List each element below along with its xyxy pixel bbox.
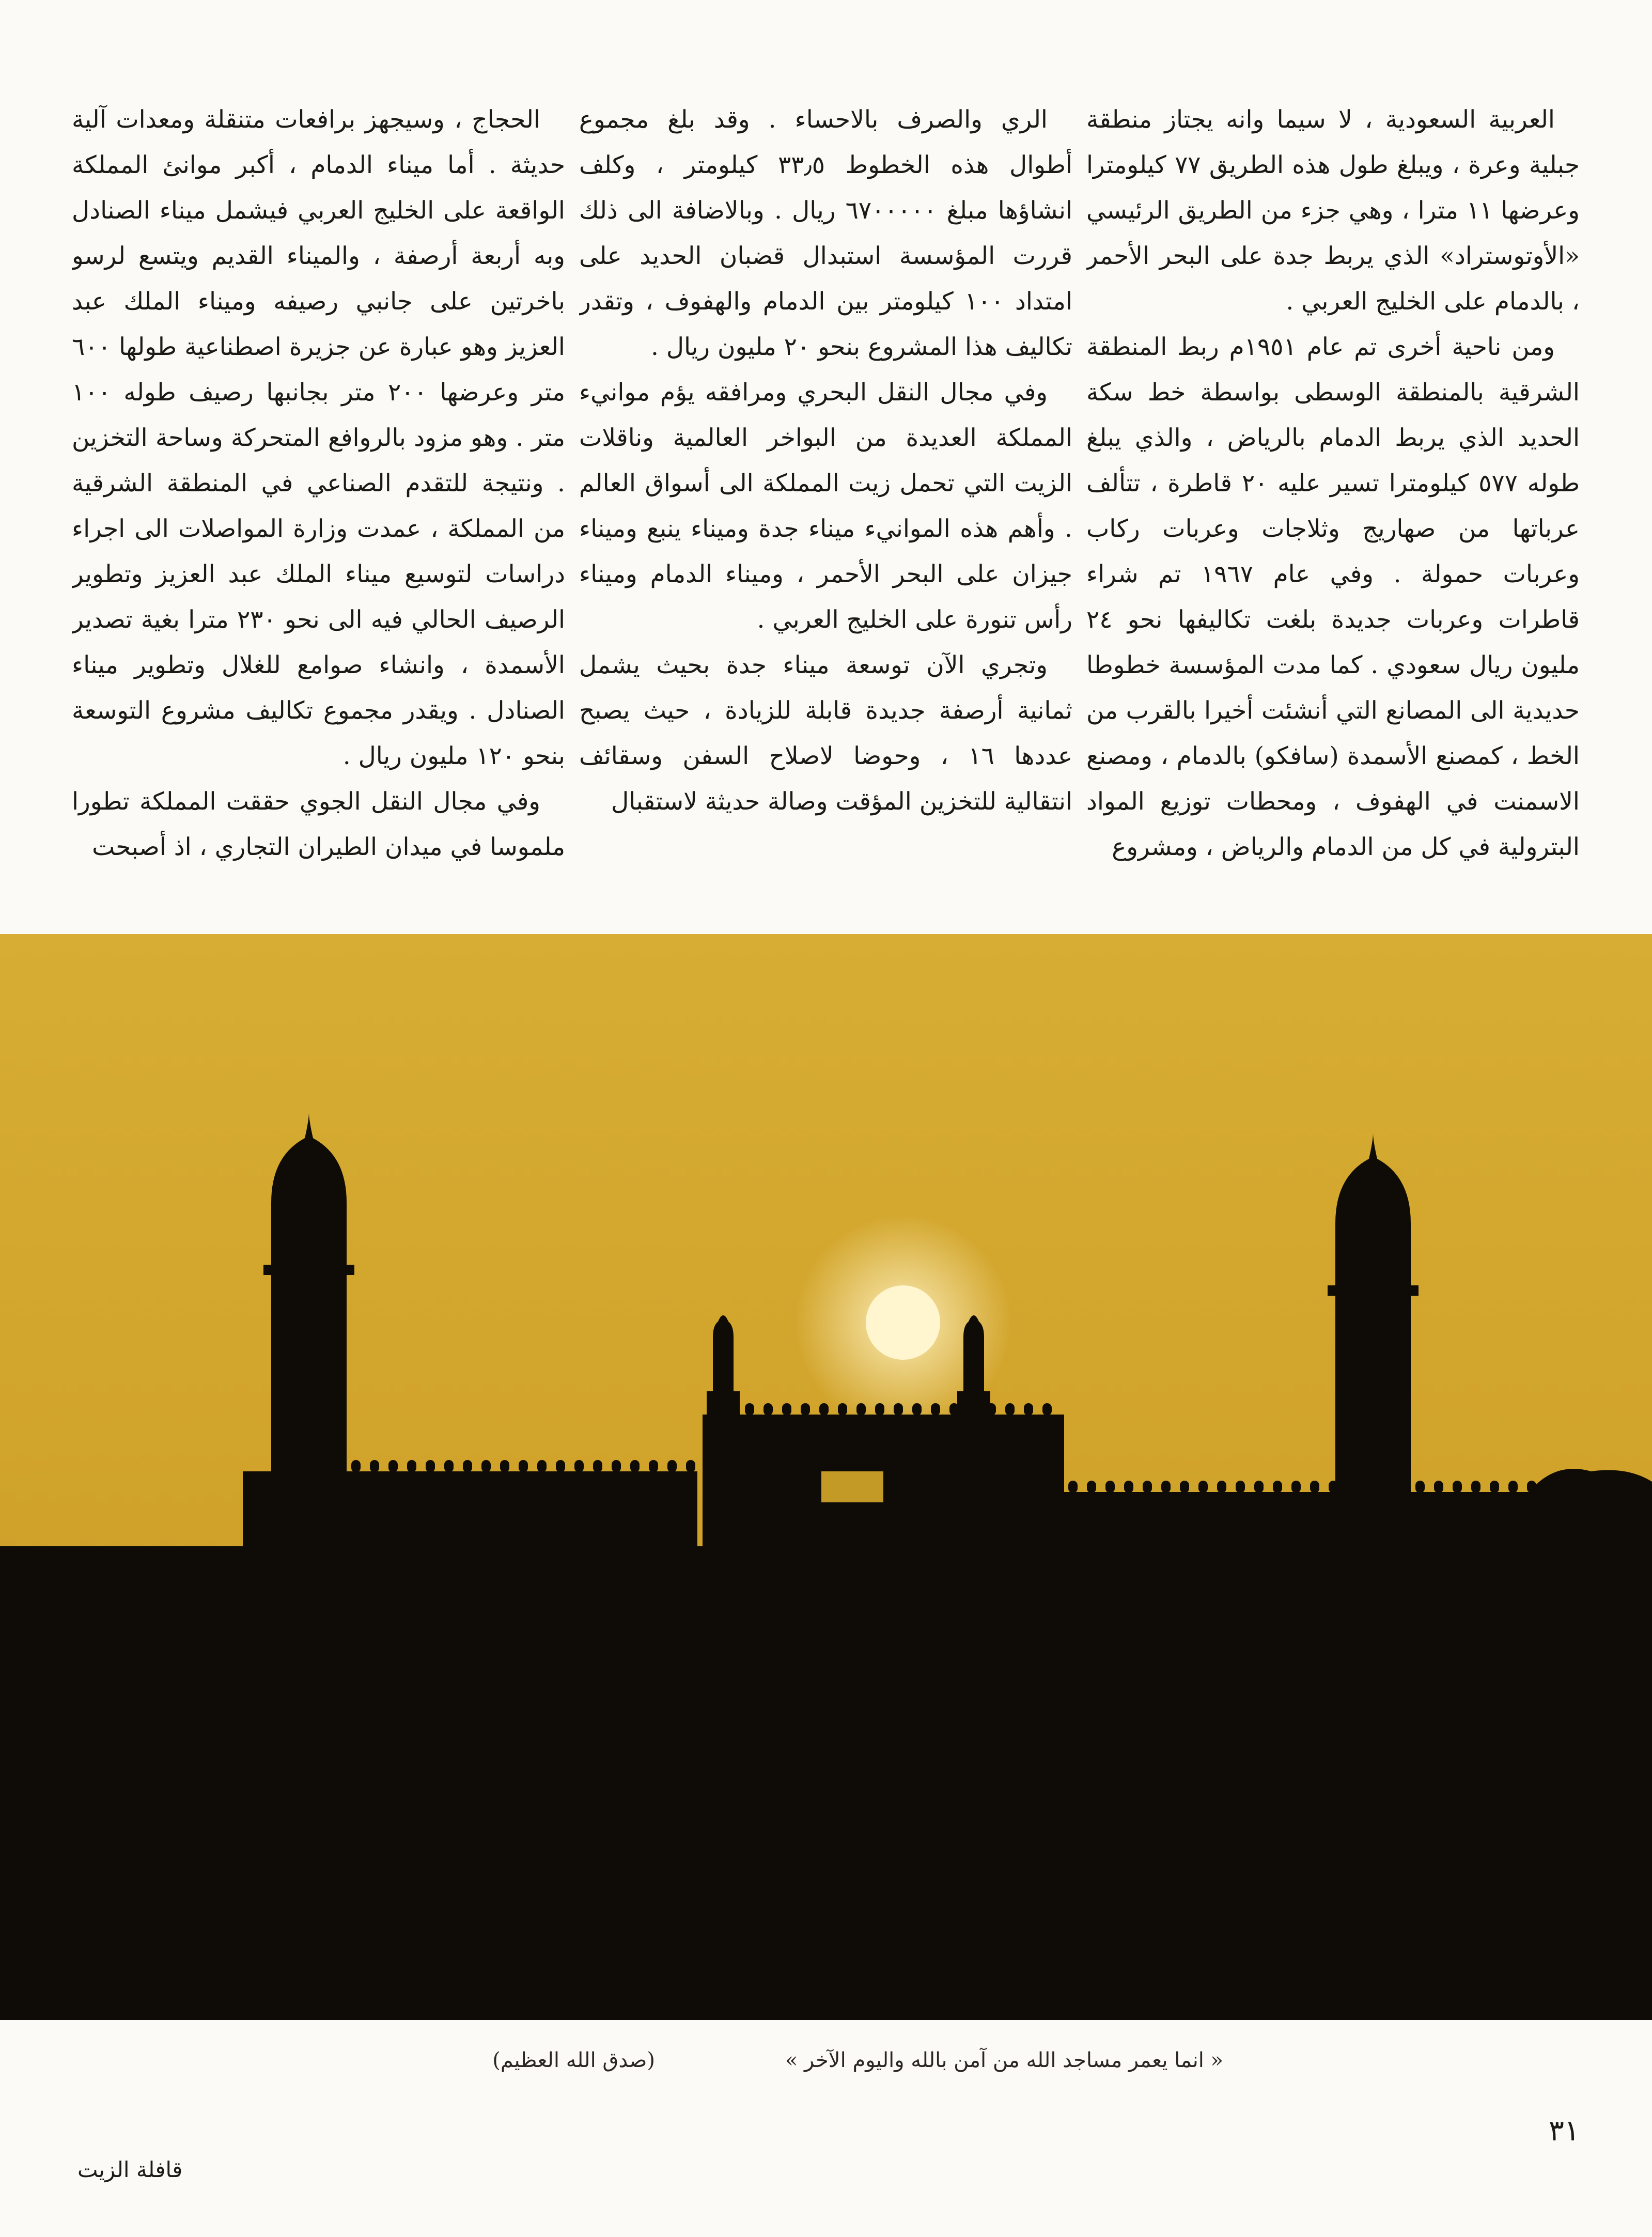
mosque-sunset-photo (0, 934, 1652, 2020)
sun (866, 1285, 940, 1360)
paragraph: الري والصرف بالاحساء . وقد بلغ مجموع أطوال هذه الخطوط ٣٣٫٥ كيلومتر ، وكلف انشاؤها مبلغ ٦٧٠٠٠٠٠ ريال . وبالاضافة الى ذلك قررت المؤسسة استبدال قضبان الحديد على امتداد ١٠٠ كيلومتر بين الدمام والهفوف ، وتقدر تكاليف هذا المشروع بنحو ٢٠ مليون ريال . (579, 105, 1072, 361)
mosque-silhouette-image (0, 934, 1652, 2020)
magazine-name: قافلة الزيت (77, 2157, 183, 2182)
paragraph: الحجاج ، وسيجهز برافعات متنقلة ومعدات آلية حديثة . أما ميناء الدمام ، أكبر موانئ المملكة الواقعة على الخليج العربي فيشمل ميناء الصنادل وبه أربعة أرصفة ، والميناء القديم ويتسع لرسو باخرتين على جانبي رصيفه وميناء الملك عبد العزيز وهو عبارة عن جزيرة اصطناعية طولها ٦٠٠ متر وعرضها ٢٠٠ متر بجانبها رصيف طوله ١٠٠ متر . وهو مزود بالروافع المتحركة وساحة التخزين . ونتيجة للتقدم الصناعي في المنطقة الشرقية من المملكة ، عمدت وزارة المواصلات الى اجراء دراسات لتوسيع ميناء الملك عبد العزيز وتطوير الرصيف الحالي فيه الى نحو ٢٣٠ مترا بغية تصدير الأسمدة ، وانشاء صوامع للغلال وتطوير ميناء الصنادل . ويقدر مجموع تكاليف مشروع التوسعة بنحو ١٢٠ مليون ريال . (72, 105, 565, 770)
paragraph: وتجري الآن توسعة ميناء جدة بحيث يشمل ثمانية أرصفة جديدة قابلة للزيادة ، حيث يصبح عددها ١٦ ، وحوضا لاصلاح السفن وسقائف انتقالية للتخزين المؤقت وصالة حديثة لاستقبال (579, 651, 1072, 816)
article-column-left (72, 97, 565, 888)
paragraph: وفي مجال النقل الجوي حققت المملكة تطورا ملموسا في ميدان الطيران التجاري ، اذ أصبحت (72, 787, 565, 861)
photo-caption-closing: (صدق الله العظيم) (492, 2048, 655, 2072)
article-column-right (1086, 97, 1580, 888)
paragraph: ومن ناحية أخرى تم عام ١٩٥١م ربط المنطقة الشرقية بالمنطقة الوسطى بواسطة خط سكة الحديد الذي يربط الدمام بالرياض ، والذي يبلغ طوله ٥٧٧ كيلومترا تسير عليه ٢٠ قاطرة ، تتألف عرباتها من صهاريج وثلاجات وعربات ركاب وعربات حمولة . وفي عام ١٩٦٧ تم شراء قاطرات وعربات جديدة بلغت تكاليفها نحو ٢٤ مليون ريال سعودي . كما مدت المؤسسة خطوطا حديدية الى المصانع التي أنشئت أخيرا بالقرب من الخط ، كمصنع الأسمدة (سافكو) بالدمام ، ومصنع الاسمنت في الهفوف ، ومحطات توزيع المواد البترولية في كل من الدمام والرياض ، ومشروع (1086, 333, 1580, 861)
paragraph: العربية السعودية ، لا سيما وانه يجتاز منطقة جبلية وعرة ، ويبلغ طول هذه الطريق ٧٧ كيلومترا وعرضها ١١ مترا ، وهي جزء من الطريق الرئيسي «الأوتوستراد» الذي يربط جدة على البحر الأحمر ، بالدمام على الخليج العربي . (1086, 105, 1580, 316)
photo-caption-quote: « انما يعمر مساجد الله من آمن بالله واليوم الآخر » (785, 2048, 1223, 2072)
article-column-middle (579, 97, 1072, 888)
paragraph: وفي مجال النقل البحري ومرافقه يؤم موانيء المملكة العديدة من البواخر العالمية وناقلات الزيت التي تحمل زيت المملكة الى أسواق العالم . وأهم هذه الموانيء ميناء جدة وميناء ينبع وميناء جيزان على البحر الأحمر ، وميناء الدمام وميناء رأس تنورة على الخليج العربي . (579, 378, 1072, 634)
page-number: ٣١ (1548, 2114, 1580, 2148)
